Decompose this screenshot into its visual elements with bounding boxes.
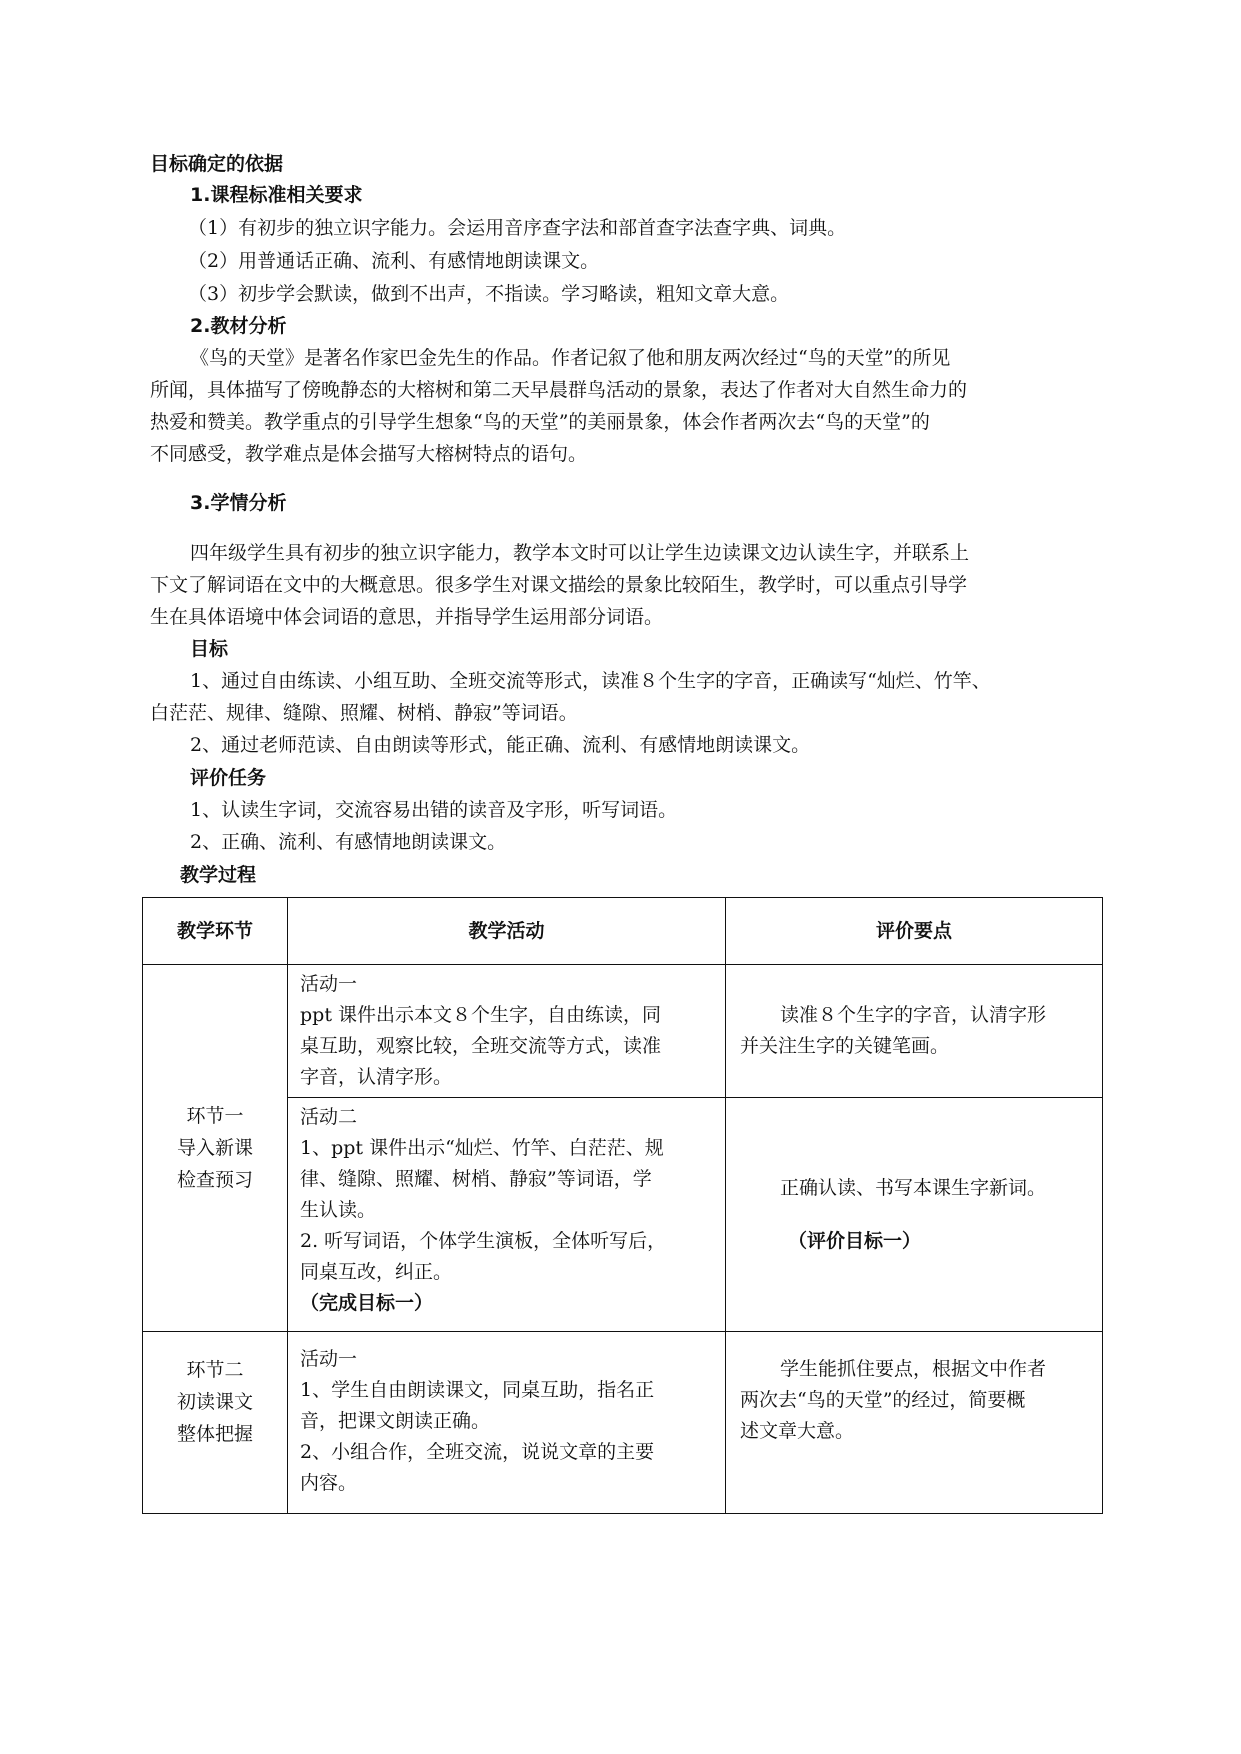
analysis-line: 《鸟的天堂》是著名作家巴金先生的作品。作者记叙了他和朋友两次经过“鸟的天堂”的所见 xyxy=(190,347,951,369)
stage-name: 初读课文 xyxy=(176,1391,253,1413)
activity-label: 活动一 xyxy=(300,1348,358,1370)
evaluation-text: 学生能抓住要点，根据文中作者 xyxy=(780,1358,1047,1380)
evaluation-cell xyxy=(726,1098,1103,1332)
header-activity: 教学活动 xyxy=(288,898,726,965)
stage-name: 环节二 xyxy=(186,1359,244,1381)
activity-text: 律、缝隙、照耀、树梢、静寂”等词语，学 xyxy=(300,1168,652,1190)
standard-item: （1）有初步的独立识字能力。会运用音序查字法和部首查字法查字典、词典。 xyxy=(188,217,847,239)
learner-line: 下文了解词语在文中的大概意思。很多学生对课文描绘的景象比较陌生，教学时，可以重点引导学 xyxy=(150,574,968,596)
activity-text: 桌互助，观察比较，全班交流等方式，读准 xyxy=(300,1035,662,1057)
evaluation-text: 读准８个生字的字音，认清字形 xyxy=(780,1004,1047,1026)
goals-title: 目标 xyxy=(190,638,229,660)
evaluation-cell xyxy=(726,965,1103,1098)
evaluation-text: 述文章大意。 xyxy=(740,1420,855,1442)
activity-text: 1、学生自由朗读课文，同桌互助，指名正 xyxy=(300,1379,655,1401)
analysis-line: 所闻，具体描写了傍晚静态的大榕树和第二天早晨群鸟活动的景象，表达了作者对大自然生命力的 xyxy=(150,379,968,401)
header-evaluation: 评价要点 xyxy=(726,898,1103,965)
activity-cell xyxy=(288,965,726,1098)
goal-line: 2、通过老师范读、自由朗读等形式，能正确、流利、有感情地朗读课文。 xyxy=(190,734,811,756)
standard-item: （3）初步学会默读，做到不出声，不指读。学习略读，粗知文章大意。 xyxy=(188,283,790,305)
activity-text: 生认读。 xyxy=(300,1199,377,1221)
activity-goal: （完成目标一） xyxy=(300,1292,434,1314)
task-line: 2、正确、流利、有感情地朗读课文。 xyxy=(190,831,507,853)
evaluation-text: 并关注生字的关键笔画。 xyxy=(740,1035,950,1057)
activity-text: 2. 听写词语，个体学生演板，全体听写后， xyxy=(300,1230,667,1252)
activity-text: 2、小组合作，全班交流，说说文章的主要 xyxy=(300,1441,655,1463)
stage-name: 环节一 xyxy=(186,1105,244,1127)
stage-1-cell xyxy=(143,965,288,1332)
teaching-process-table xyxy=(142,897,1103,1514)
activity-cell xyxy=(288,1332,726,1514)
table-row xyxy=(143,1332,1103,1514)
table-header-row xyxy=(143,898,1103,965)
section-2-title: 2.教材分析 xyxy=(190,315,287,337)
learner-line: 生在具体语境中体会词语的意思，并指导学生运用部分词语。 xyxy=(150,606,664,628)
analysis-line: 不同感受，教学难点是体会描写大榕树特点的语句。 xyxy=(150,443,588,465)
learner-line: 四年级学生具有初步的独立识字能力，教学本文时可以让学生边读课文边认读生字，并联系上 xyxy=(190,542,970,564)
evaluation-cell xyxy=(726,1332,1103,1514)
goal-line: 白茫茫、规律、缝隙、照耀、树梢、静寂”等词语。 xyxy=(150,702,578,724)
activity-text: 1、ppt 课件出示“灿烂、竹竿、白茫茫、规 xyxy=(300,1137,664,1159)
activity-text: 字音，认清字形。 xyxy=(300,1066,453,1088)
analysis-line: 热爱和赞美。教学重点的引导学生想象“鸟的天堂”的美丽景象，体会作者两次去“鸟的天堂”的 xyxy=(150,411,930,433)
activity-text: 音，把课文朗读正确。 xyxy=(300,1410,491,1432)
activity-text: ppt 课件出示本文８个生字，自由练读，同 xyxy=(300,1004,662,1026)
standard-item: （2）用普通话正确、流利、有感情地朗读课文。 xyxy=(188,250,600,272)
stage-name: 整体把握 xyxy=(176,1423,253,1445)
basis-heading: 目标确定的依据 xyxy=(150,153,284,175)
header-stage: 教学环节 xyxy=(143,898,288,965)
task-line: 1、认读生字词，交流容易出错的读音及字形，听写词语。 xyxy=(190,799,678,821)
table-row xyxy=(143,965,1103,1098)
activity-text: 内容。 xyxy=(300,1472,358,1494)
section-3-title: 3.学情分析 xyxy=(190,492,287,514)
activity-text: 同桌互改，纠正。 xyxy=(300,1261,453,1283)
stage-name: 检查预习 xyxy=(176,1169,253,1191)
activity-label: 活动一 xyxy=(300,973,358,995)
evaluation-goal: （评价目标一） xyxy=(788,1229,922,1252)
goal-line: 1、通过自由练读、小组互助、全班交流等形式，读准８个生字的字音，正确读写“灿烂、竹竿、 xyxy=(190,670,991,692)
evaluation-text: 正确认读、书写本课生字新词。 xyxy=(780,1176,1047,1199)
stage-name: 导入新课 xyxy=(176,1137,253,1159)
activity-label: 活动二 xyxy=(300,1106,358,1128)
tasks-title: 评价任务 xyxy=(190,767,267,789)
section-1-title: 1.课程标准相关要求 xyxy=(190,184,363,206)
evaluation-text: 两次去“鸟的天堂”的经过，简要概 xyxy=(740,1389,1026,1411)
stage-2-cell xyxy=(143,1332,288,1514)
activity-cell xyxy=(288,1098,726,1332)
process-title: 教学过程 xyxy=(180,864,257,886)
